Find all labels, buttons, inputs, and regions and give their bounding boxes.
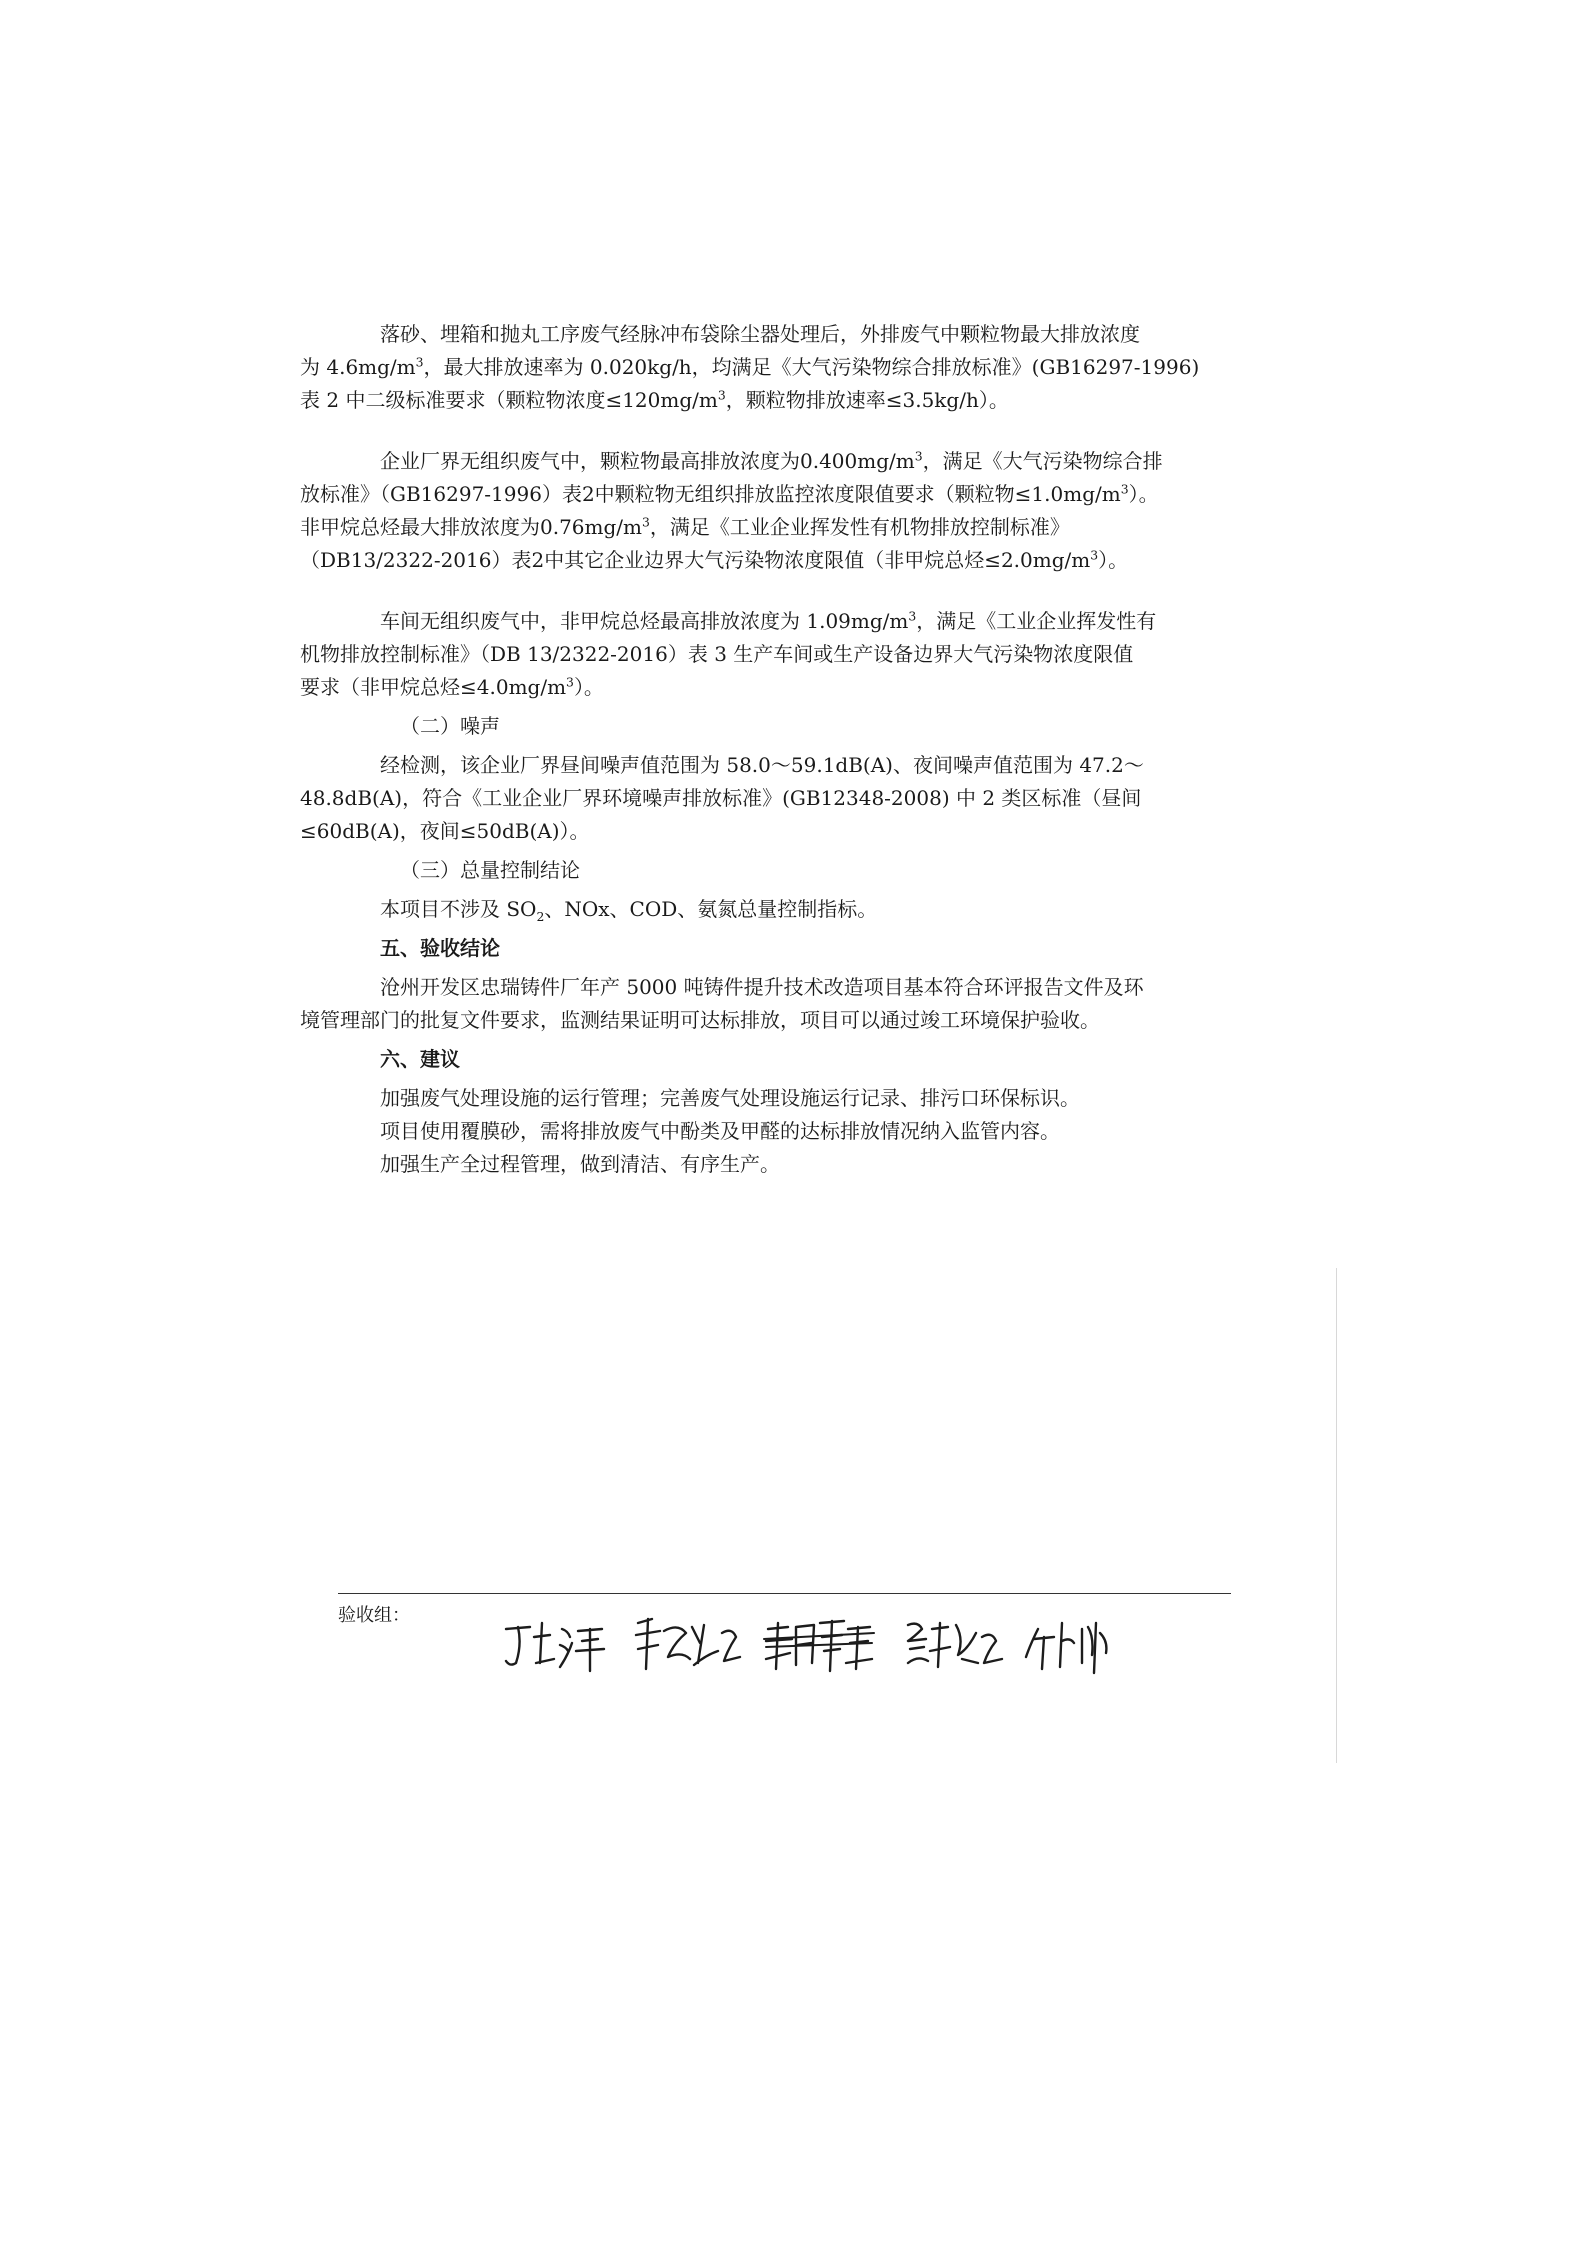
text-line: 机物排放控制标准》（DB 13/2322-2016）表 3 生产车间或生产设备边界大气污染物浓度限值 — [300, 642, 1134, 666]
paragraph-workshop-emission — [300, 605, 1240, 704]
text-line: 放标准》（GB16297-1996）表2中颗粒物无组织排放监控浓度限值要求（颗粒物$\le 1.0mg/m^3$）。 — [300, 481, 1159, 506]
paragraph-total-control: 本项目不涉及 $SO_2$、NOx、COD、氨氮总量控制指标。 — [380, 897, 878, 924]
text-line: （DB13/2322-2016）表2中其它企业边界大气污染物浓度限值（非甲烷总烃$\le 2.0mg/m^3$）。 — [300, 547, 1129, 572]
text-line: 表 2 中二级标准要求（颗粒物浓度$\le 120mg/m^3$，颗粒物排放速率≤3.5kg/h）。 — [300, 387, 1009, 412]
section-heading-suggestions: 六、建议 — [380, 1047, 460, 1071]
signature-block — [338, 1593, 1231, 1626]
handwritten-signatures — [478, 1593, 1218, 1683]
text-line: 非甲烷总烃最大排放浓度为$0.76mg/m^3$，满足《工业企业挥发性有机物排放控制标准》 — [300, 514, 1070, 539]
text-line: 经检测，该企业厂界昼间噪声值范围为 58.0～59.1dB(A)、夜间噪声值范围为 47.2～ — [380, 753, 1144, 777]
suggestion-item: 加强废气处理设施的运行管理；完善废气处理设施运行记录、排污口环保标识。 — [380, 1086, 1080, 1110]
section-heading-total-control: （三）总量控制结论 — [400, 858, 580, 882]
paragraph-boundary-emission — [300, 445, 1240, 577]
signature-4 — [908, 1623, 1002, 1667]
signature-3 — [764, 1621, 874, 1671]
suggestion-item: 项目使用覆膜砂，需将排放废气中酚类及甲醛的达标排放情况纳入监管内容。 — [380, 1119, 1060, 1143]
scan-margin-line — [1336, 1268, 1337, 1763]
section-heading-noise: （二）噪声 — [400, 714, 500, 738]
signature-2 — [636, 1619, 740, 1669]
text-line: 沧州开发区忠瑞铸件厂年产 5000 吨铸件提升技术改造项目基本符合环评报告文件及环 — [380, 975, 1144, 999]
text-line: 车间无组织废气中，非甲烷总烃最高排放浓度为 $1.09mg/m^3$，满足《工业企业挥发性有 — [380, 608, 1157, 633]
signature-1 — [506, 1623, 604, 1671]
text-line: 落砂、埋箱和抛丸工序废气经脉冲布袋除尘器处理后，外排废气中颗粒物最大排放浓度 — [380, 322, 1140, 346]
text-line: 48.8dB(A)，符合《工业企业厂界环境噪声排放标准》(GB12348-2008) 中 2 类区标准（昼间 — [300, 786, 1142, 810]
text-line: 要求（非甲烷总烃$\le 4.0mg/m^3$）。 — [300, 674, 604, 699]
text-line: 企业厂界无组织废气中，颗粒物最高排放浓度为$0.400mg/m^3$，满足《大气污染物综合排 — [380, 448, 1163, 473]
paragraph-conclusion — [300, 971, 1240, 1037]
document-body — [300, 318, 1240, 1181]
section-heading-conclusion: 五、验收结论 — [380, 936, 500, 960]
text-line: ≤60dB(A)，夜间≤50dB(A)）。 — [300, 819, 590, 843]
suggestion-item: 加强生产全过程管理，做到清洁、有序生产。 — [380, 1152, 780, 1176]
signature-5 — [1026, 1623, 1106, 1673]
signature-label: 验收组： — [338, 1605, 410, 1626]
text-line: 境管理部门的批复文件要求，监测结果证明可达标排放，项目可以通过竣工环境保护验收。 — [300, 1008, 1100, 1032]
paragraph-noise — [300, 749, 1240, 848]
text-line: 为 $4.6mg/m^3$，最大排放速率为 0.020kg/h，均满足《大气污染物综合排放标准》(GB16297-1996) — [300, 354, 1200, 379]
paragraph-dust-emission — [300, 318, 1240, 417]
